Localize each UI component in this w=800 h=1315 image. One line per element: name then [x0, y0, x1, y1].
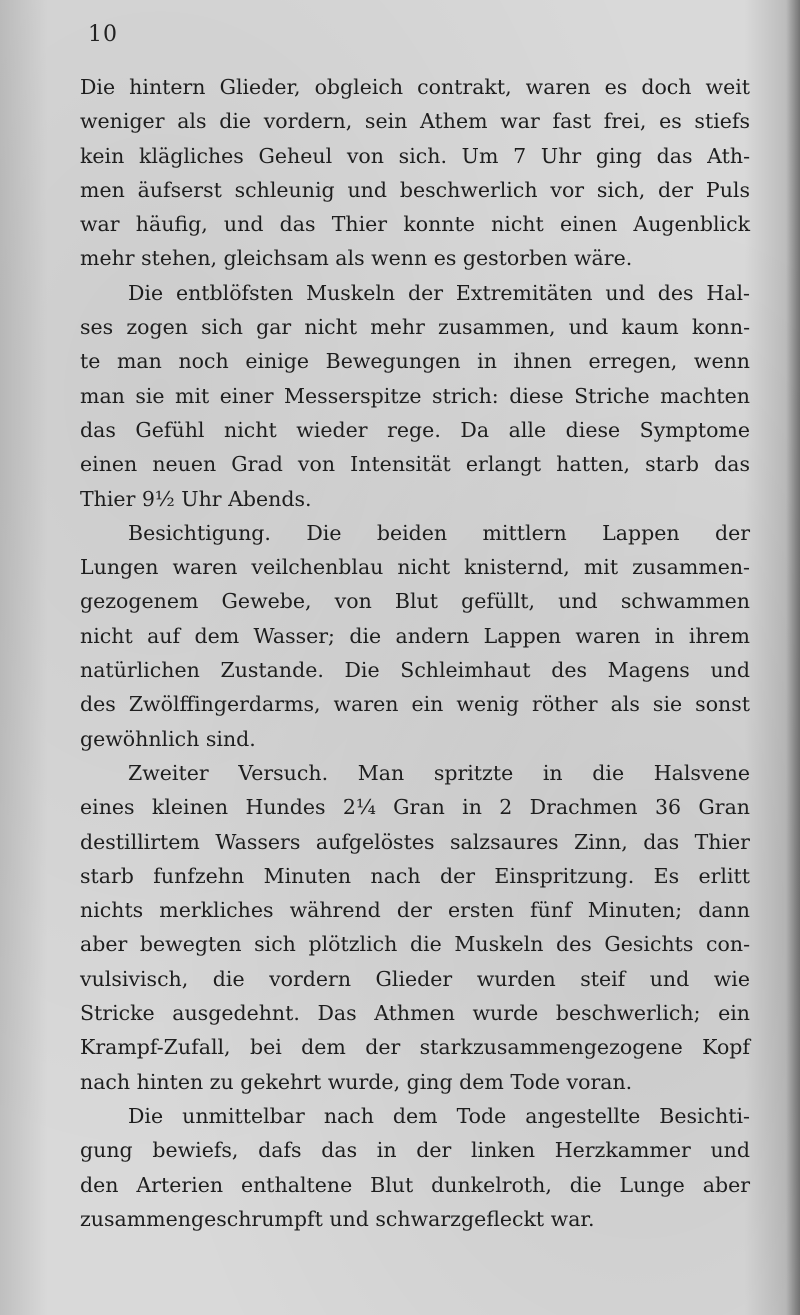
- text-line: nicht auf dem Wasser; die andern Lappen waren in ihrem: [80, 623, 750, 648]
- text-line: des Zwölffingerdarms, waren ein wenig röther als sie sonst: [80, 692, 750, 717]
- text-line: starb funfzehn Minuten nach der Einspritzung. Es erlitt: [80, 863, 750, 888]
- text-line: eines kleinen Hundes 2¼ Gran in 2 Drachmen 36 Gran: [80, 795, 750, 820]
- text-line: mehr stehen, gleichsam als wenn es gestorben wäre.: [80, 246, 633, 271]
- text-line: gezogenem Gewebe, von Blut gefüllt, und schwammen: [80, 589, 750, 614]
- section-heading-line: Zweiter Versuch. Man spritzte in die Halsvene: [128, 760, 750, 785]
- text-line: weniger als die vordern, sein Athem war fast frei, es stiefs: [80, 109, 750, 134]
- text-line: war häufig, und das Thier konnte nicht einen Augenblick: [80, 212, 750, 237]
- text-line: aber bewegten sich plötzlich die Muskeln des Gesichts con-: [80, 932, 750, 957]
- text-line: zusammengeschrumpft und schwarzgefleckt war.: [80, 1206, 595, 1231]
- text-line: das Gefühl nicht wieder rege. Da alle diese Symptome: [80, 417, 750, 442]
- text-line: Thier 9½ Uhr Abends.: [80, 486, 312, 511]
- page-number: 10: [88, 22, 118, 47]
- text-line: destillirtem Wassers aufgelöstes salzsaures Zinn, das Thier: [80, 829, 750, 854]
- text-line: Die entblöfsten Muskeln der Extremitäten und des Hal-: [128, 280, 750, 305]
- text-line: te man noch einige Bewegungen in ihnen erregen, wenn: [80, 349, 750, 374]
- body-text: [80, 70, 750, 1236]
- text-line: Die hintern Glieder, obgleich contrakt, waren es doch weit: [80, 75, 750, 99]
- text-line: nichts merkliches während der ersten fünf Minuten; dann: [80, 898, 750, 923]
- text-line: ses zogen sich gar nicht mehr zusammen, und kaum konn-: [80, 315, 750, 340]
- text-line: gung bewiefs, dafs das in der linken Herzkammer und: [80, 1138, 750, 1163]
- text-line: kein klägliches Geheul von sich. Um 7 Uhr ging das Ath-: [80, 143, 750, 168]
- text-line: den Arterien enthaltene Blut dunkelroth, die Lunge aber: [80, 1172, 750, 1197]
- text-line: natürlichen Zustande. Die Schleimhaut des Magens und: [80, 658, 750, 683]
- text-line: men äufserst schleunig und beschwerlich vor sich, der Puls: [80, 177, 750, 202]
- text-line: Die unmittelbar nach dem Tode angestellte Besichti-: [128, 1103, 750, 1128]
- text-line: Lungen waren veilchenblau nicht knisternd, mit zusammen-: [80, 555, 750, 580]
- page-edge-shadow: [786, 0, 800, 1315]
- text-line: Stricke ausgedehnt. Das Athmen wurde beschwerlich; ein: [80, 1001, 750, 1026]
- text-line: man sie mit einer Messerspitze strich: diese Striche machten: [80, 383, 750, 408]
- text-line: vulsivisch, die vordern Glieder wurden steif und wie: [80, 966, 750, 991]
- section-heading-line: Besichtigung. Die beiden mittlern Lappen der: [128, 520, 750, 545]
- text-line: Krampf-Zufall, bei dem der starkzusammengezogene Kopf: [80, 1035, 750, 1060]
- text-line: gewöhnlich sind.: [80, 726, 256, 751]
- text-line: nach hinten zu gekehrt wurde, ging dem Tode voran.: [80, 1069, 633, 1094]
- text-line: einen neuen Grad von Intensität erlangt hatten, starb das: [80, 452, 750, 477]
